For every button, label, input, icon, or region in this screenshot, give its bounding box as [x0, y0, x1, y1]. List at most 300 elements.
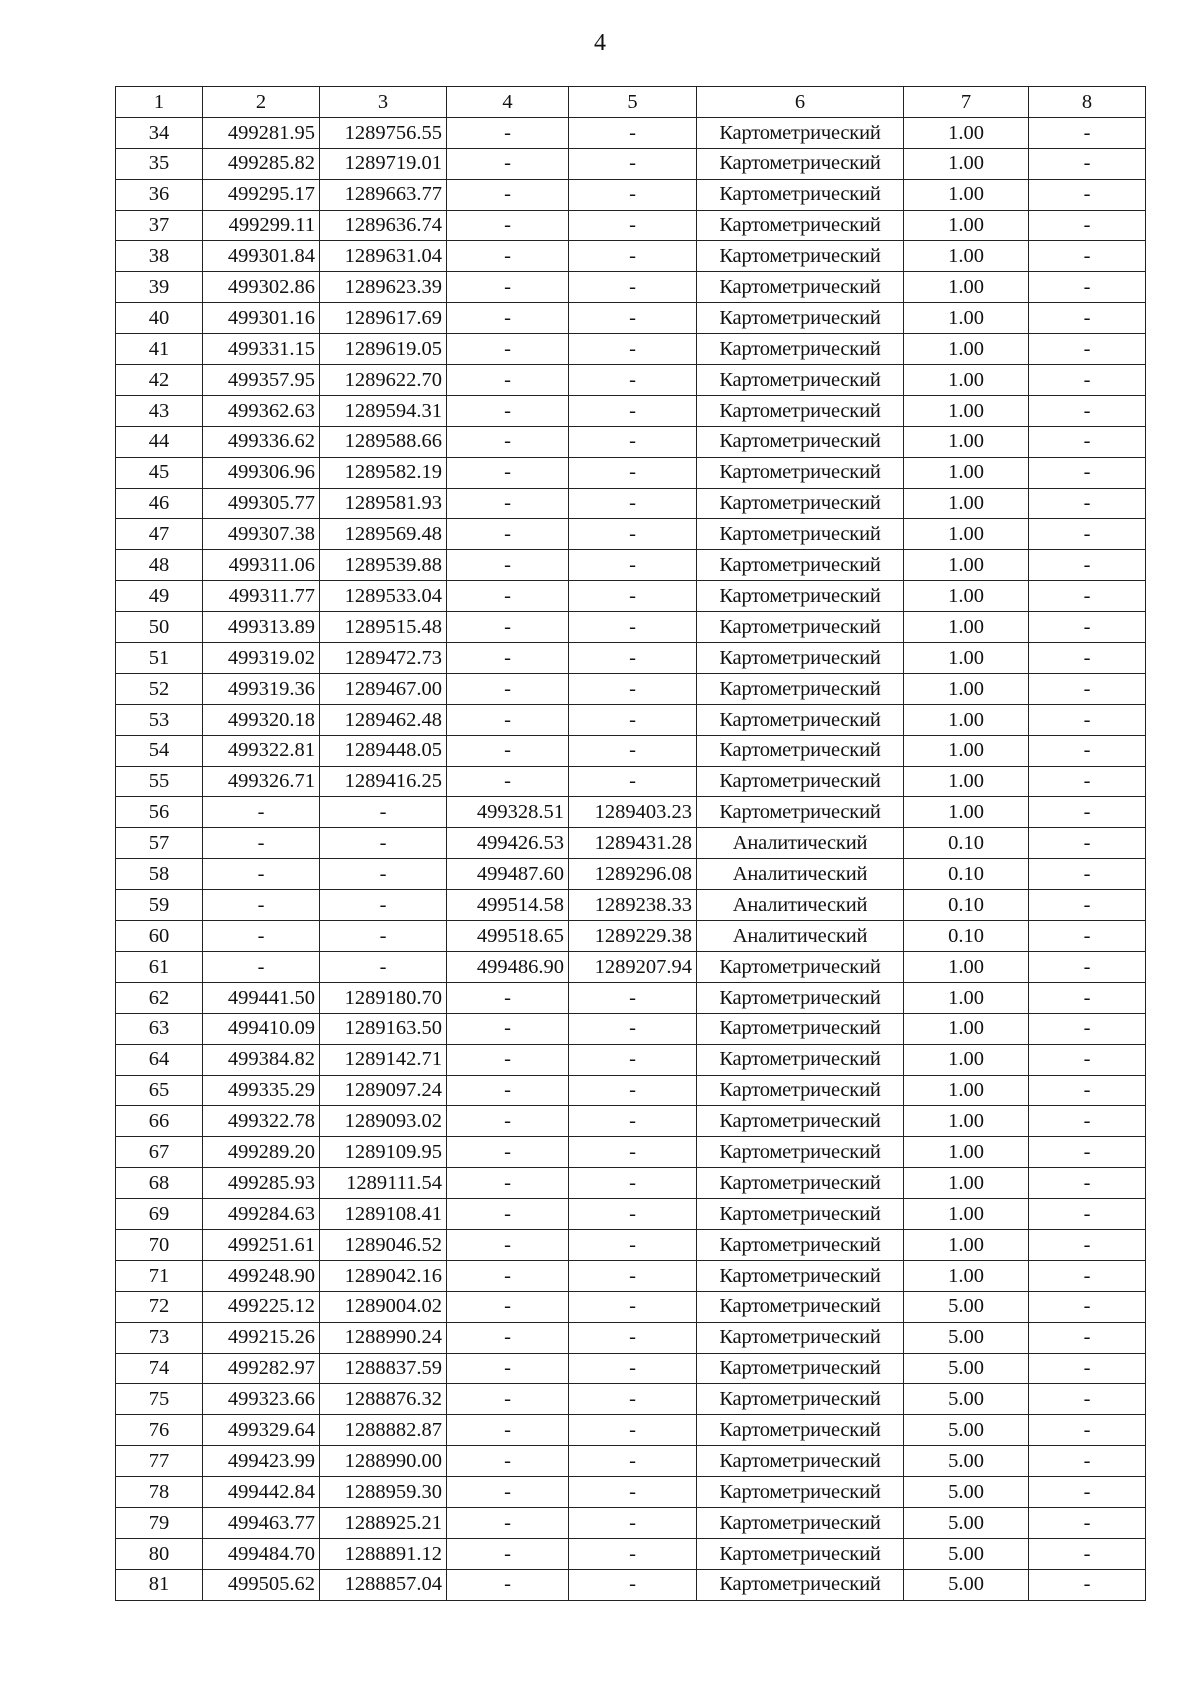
- y-coordinate-cell: 1288882.87: [320, 1415, 447, 1446]
- y-coordinate-cell: 1289004.02: [320, 1291, 447, 1322]
- point-number-cell: 81: [116, 1569, 203, 1600]
- x-coordinate-cell: -: [203, 797, 320, 828]
- y-coordinate-cell: 1289617.69: [320, 303, 447, 334]
- y-coordinate-cell: 1288857.04: [320, 1569, 447, 1600]
- table-row: [116, 1538, 1146, 1569]
- accuracy-cell: 1.00: [904, 1106, 1029, 1137]
- accuracy-cell: 1.00: [904, 581, 1029, 612]
- accuracy-cell: 1.00: [904, 612, 1029, 643]
- description-cell: -: [1029, 395, 1146, 426]
- point-number-cell: 41: [116, 334, 203, 365]
- y-coordinate-cell: 1289093.02: [320, 1106, 447, 1137]
- x-coordinate-alt-cell: -: [447, 1044, 569, 1075]
- method-cell: Картометрический: [697, 1291, 904, 1322]
- table-row: [116, 1075, 1146, 1106]
- x-coordinate-alt-cell: -: [447, 1569, 569, 1600]
- table-row: [116, 859, 1146, 890]
- x-coordinate-cell: 499442.84: [203, 1477, 320, 1508]
- y-coordinate-alt-cell: -: [569, 148, 697, 179]
- accuracy-cell: 5.00: [904, 1353, 1029, 1384]
- accuracy-cell: 1.00: [904, 550, 1029, 581]
- point-number-cell: 72: [116, 1291, 203, 1322]
- point-number-cell: 67: [116, 1137, 203, 1168]
- table-row: [116, 1446, 1146, 1477]
- table-row: [116, 148, 1146, 179]
- y-coordinate-cell: 1289631.04: [320, 241, 447, 272]
- accuracy-cell: 1.00: [904, 488, 1029, 519]
- y-coordinate-alt-cell: -: [569, 272, 697, 303]
- y-coordinate-cell: 1288990.24: [320, 1322, 447, 1353]
- method-cell: Картометрический: [697, 766, 904, 797]
- method-cell: Картометрический: [697, 797, 904, 828]
- y-coordinate-cell: 1288876.32: [320, 1384, 447, 1415]
- y-coordinate-alt-cell: -: [569, 1044, 697, 1075]
- x-coordinate-cell: -: [203, 951, 320, 982]
- table-row: [116, 1415, 1146, 1446]
- table-row: [116, 1322, 1146, 1353]
- point-number-cell: 45: [116, 457, 203, 488]
- x-coordinate-alt-cell: -: [447, 1477, 569, 1508]
- accuracy-cell: 1.00: [904, 117, 1029, 148]
- x-coordinate-cell: 499484.70: [203, 1538, 320, 1569]
- x-coordinate-alt-cell: -: [447, 1168, 569, 1199]
- method-cell: Картометрический: [697, 488, 904, 519]
- y-coordinate-alt-cell: -: [569, 395, 697, 426]
- method-cell: Картометрический: [697, 1260, 904, 1291]
- accuracy-cell: 1.00: [904, 1260, 1029, 1291]
- y-coordinate-alt-cell: 1289229.38: [569, 921, 697, 952]
- description-cell: -: [1029, 1291, 1146, 1322]
- x-coordinate-alt-cell: -: [447, 303, 569, 334]
- accuracy-cell: 1.00: [904, 1168, 1029, 1199]
- accuracy-cell: 1.00: [904, 797, 1029, 828]
- description-cell: -: [1029, 488, 1146, 519]
- method-cell: Картометрический: [697, 334, 904, 365]
- y-coordinate-cell: 1289619.05: [320, 334, 447, 365]
- accuracy-cell: 5.00: [904, 1415, 1029, 1446]
- y-coordinate-alt-cell: -: [569, 1477, 697, 1508]
- point-number-cell: 70: [116, 1229, 203, 1260]
- description-cell: -: [1029, 1415, 1146, 1446]
- description-cell: -: [1029, 457, 1146, 488]
- x-coordinate-alt-cell: -: [447, 1013, 569, 1044]
- y-coordinate-cell: 1289594.31: [320, 395, 447, 426]
- point-number-cell: 50: [116, 612, 203, 643]
- x-coordinate-alt-cell: -: [447, 1507, 569, 1538]
- method-cell: Картометрический: [697, 179, 904, 210]
- table-row: [116, 828, 1146, 859]
- point-number-cell: 75: [116, 1384, 203, 1415]
- accuracy-cell: 5.00: [904, 1384, 1029, 1415]
- method-cell: Картометрический: [697, 1229, 904, 1260]
- method-cell: Картометрический: [697, 1507, 904, 1538]
- table-row: [116, 426, 1146, 457]
- x-coordinate-cell: 499335.29: [203, 1075, 320, 1106]
- method-cell: Картометрический: [697, 1446, 904, 1477]
- description-cell: -: [1029, 643, 1146, 674]
- accuracy-cell: 0.10: [904, 828, 1029, 859]
- table-row: [116, 395, 1146, 426]
- description-cell: -: [1029, 1199, 1146, 1230]
- x-coordinate-alt-cell: -: [447, 1260, 569, 1291]
- y-coordinate-alt-cell: -: [569, 1538, 697, 1569]
- y-coordinate-cell: 1289163.50: [320, 1013, 447, 1044]
- method-cell: Картометрический: [697, 210, 904, 241]
- x-coordinate-cell: 499289.20: [203, 1137, 320, 1168]
- point-number-cell: 35: [116, 148, 203, 179]
- x-coordinate-cell: 499313.89: [203, 612, 320, 643]
- x-coordinate-alt-cell: -: [447, 550, 569, 581]
- x-coordinate-cell: 499307.38: [203, 519, 320, 550]
- point-number-cell: 42: [116, 365, 203, 396]
- y-coordinate-cell: 1289472.73: [320, 643, 447, 674]
- column-header: 5: [569, 87, 697, 118]
- x-coordinate-alt-cell: -: [447, 1415, 569, 1446]
- x-coordinate-cell: 499282.97: [203, 1353, 320, 1384]
- y-coordinate-alt-cell: -: [569, 1229, 697, 1260]
- table-row: [116, 673, 1146, 704]
- y-coordinate-cell: -: [320, 951, 447, 982]
- table-row: [116, 890, 1146, 921]
- y-coordinate-alt-cell: -: [569, 1569, 697, 1600]
- point-number-cell: 77: [116, 1446, 203, 1477]
- point-number-cell: 48: [116, 550, 203, 581]
- accuracy-cell: 1.00: [904, 241, 1029, 272]
- y-coordinate-alt-cell: -: [569, 117, 697, 148]
- point-number-cell: 63: [116, 1013, 203, 1044]
- y-coordinate-cell: -: [320, 859, 447, 890]
- method-cell: Картометрический: [697, 148, 904, 179]
- table-row: [116, 1168, 1146, 1199]
- y-coordinate-alt-cell: -: [569, 1415, 697, 1446]
- point-number-cell: 62: [116, 982, 203, 1013]
- y-coordinate-cell: 1289663.77: [320, 179, 447, 210]
- coordinates-table: [115, 86, 1146, 1601]
- y-coordinate-cell: 1289581.93: [320, 488, 447, 519]
- x-coordinate-alt-cell: -: [447, 272, 569, 303]
- y-coordinate-alt-cell: -: [569, 982, 697, 1013]
- y-coordinate-alt-cell: -: [569, 488, 697, 519]
- method-cell: Картометрический: [697, 1044, 904, 1075]
- column-header: 2: [203, 87, 320, 118]
- point-number-cell: 46: [116, 488, 203, 519]
- table-row: [116, 210, 1146, 241]
- method-cell: Картометрический: [697, 550, 904, 581]
- point-number-cell: 54: [116, 735, 203, 766]
- column-header: 3: [320, 87, 447, 118]
- column-header: 8: [1029, 87, 1146, 118]
- y-coordinate-cell: 1288891.12: [320, 1538, 447, 1569]
- table-row: [116, 704, 1146, 735]
- y-coordinate-alt-cell: -: [569, 241, 697, 272]
- method-cell: Картометрический: [697, 303, 904, 334]
- table-row: [116, 797, 1146, 828]
- table-row: [116, 365, 1146, 396]
- table-row: [116, 179, 1146, 210]
- table-row: [116, 488, 1146, 519]
- x-coordinate-cell: 499319.02: [203, 643, 320, 674]
- y-coordinate-cell: -: [320, 890, 447, 921]
- x-coordinate-alt-cell: -: [447, 1137, 569, 1168]
- description-cell: -: [1029, 797, 1146, 828]
- x-coordinate-cell: 499326.71: [203, 766, 320, 797]
- method-cell: Картометрический: [697, 612, 904, 643]
- description-cell: -: [1029, 890, 1146, 921]
- accuracy-cell: 1.00: [904, 272, 1029, 303]
- description-cell: -: [1029, 1322, 1146, 1353]
- y-coordinate-alt-cell: -: [569, 1106, 697, 1137]
- method-cell: Картометрический: [697, 673, 904, 704]
- point-number-cell: 65: [116, 1075, 203, 1106]
- y-coordinate-cell: 1289042.16: [320, 1260, 447, 1291]
- x-coordinate-alt-cell: -: [447, 426, 569, 457]
- x-coordinate-alt-cell: -: [447, 982, 569, 1013]
- y-coordinate-alt-cell: -: [569, 519, 697, 550]
- table-row: [116, 1291, 1146, 1322]
- y-coordinate-alt-cell: 1289431.28: [569, 828, 697, 859]
- method-cell: Картометрический: [697, 1477, 904, 1508]
- point-number-cell: 34: [116, 117, 203, 148]
- y-coordinate-alt-cell: 1289207.94: [569, 951, 697, 982]
- accuracy-cell: 1.00: [904, 735, 1029, 766]
- table-row: [116, 1569, 1146, 1600]
- description-cell: -: [1029, 1106, 1146, 1137]
- y-coordinate-cell: 1289416.25: [320, 766, 447, 797]
- y-coordinate-cell: 1288959.30: [320, 1477, 447, 1508]
- description-cell: -: [1029, 1569, 1146, 1600]
- x-coordinate-alt-cell: 499426.53: [447, 828, 569, 859]
- description-cell: -: [1029, 272, 1146, 303]
- x-coordinate-alt-cell: -: [447, 395, 569, 426]
- table-row: [116, 643, 1146, 674]
- description-cell: -: [1029, 1353, 1146, 1384]
- description-cell: -: [1029, 1229, 1146, 1260]
- point-number-cell: 68: [116, 1168, 203, 1199]
- accuracy-cell: 5.00: [904, 1477, 1029, 1508]
- y-coordinate-alt-cell: -: [569, 1168, 697, 1199]
- accuracy-cell: 1.00: [904, 704, 1029, 735]
- x-coordinate-alt-cell: -: [447, 241, 569, 272]
- accuracy-cell: 0.10: [904, 890, 1029, 921]
- accuracy-cell: 5.00: [904, 1507, 1029, 1538]
- accuracy-cell: 1.00: [904, 643, 1029, 674]
- x-coordinate-cell: 499295.17: [203, 179, 320, 210]
- column-header: 4: [447, 87, 569, 118]
- method-cell: Картометрический: [697, 457, 904, 488]
- x-coordinate-alt-cell: -: [447, 704, 569, 735]
- x-coordinate-alt-cell: -: [447, 365, 569, 396]
- table-row: [116, 1384, 1146, 1415]
- x-coordinate-alt-cell: -: [447, 519, 569, 550]
- y-coordinate-cell: 1289097.24: [320, 1075, 447, 1106]
- point-number-cell: 51: [116, 643, 203, 674]
- table-row: [116, 951, 1146, 982]
- x-coordinate-alt-cell: -: [447, 1353, 569, 1384]
- accuracy-cell: 1.00: [904, 1229, 1029, 1260]
- y-coordinate-cell: -: [320, 797, 447, 828]
- description-cell: -: [1029, 1446, 1146, 1477]
- x-coordinate-cell: 499357.95: [203, 365, 320, 396]
- y-coordinate-alt-cell: -: [569, 673, 697, 704]
- y-coordinate-alt-cell: -: [569, 735, 697, 766]
- description-cell: -: [1029, 241, 1146, 272]
- point-number-cell: 36: [116, 179, 203, 210]
- x-coordinate-cell: 499299.11: [203, 210, 320, 241]
- accuracy-cell: 5.00: [904, 1291, 1029, 1322]
- x-coordinate-cell: -: [203, 890, 320, 921]
- x-coordinate-cell: 499306.96: [203, 457, 320, 488]
- accuracy-cell: 5.00: [904, 1538, 1029, 1569]
- point-number-cell: 56: [116, 797, 203, 828]
- y-coordinate-alt-cell: -: [569, 1353, 697, 1384]
- method-cell: Картометрический: [697, 1137, 904, 1168]
- y-coordinate-alt-cell: -: [569, 1075, 697, 1106]
- column-header: 7: [904, 87, 1029, 118]
- point-number-cell: 78: [116, 1477, 203, 1508]
- x-coordinate-alt-cell: 499486.90: [447, 951, 569, 982]
- y-coordinate-alt-cell: -: [569, 581, 697, 612]
- y-coordinate-alt-cell: -: [569, 643, 697, 674]
- x-coordinate-alt-cell: -: [447, 148, 569, 179]
- y-coordinate-cell: 1289569.48: [320, 519, 447, 550]
- point-number-cell: 38: [116, 241, 203, 272]
- method-cell: Картометрический: [697, 365, 904, 396]
- x-coordinate-cell: 499331.15: [203, 334, 320, 365]
- description-cell: -: [1029, 766, 1146, 797]
- description-cell: -: [1029, 117, 1146, 148]
- description-cell: -: [1029, 426, 1146, 457]
- table-header-row: [116, 87, 1146, 118]
- y-coordinate-cell: 1289622.70: [320, 365, 447, 396]
- x-coordinate-alt-cell: -: [447, 1075, 569, 1106]
- method-cell: Картометрический: [697, 643, 904, 674]
- point-number-cell: 71: [116, 1260, 203, 1291]
- y-coordinate-cell: 1289462.48: [320, 704, 447, 735]
- y-coordinate-cell: -: [320, 921, 447, 952]
- point-number-cell: 73: [116, 1322, 203, 1353]
- table-row: [116, 1044, 1146, 1075]
- y-coordinate-alt-cell: -: [569, 766, 697, 797]
- method-cell: Картометрический: [697, 735, 904, 766]
- table-row: [116, 612, 1146, 643]
- y-coordinate-alt-cell: -: [569, 1260, 697, 1291]
- accuracy-cell: 1.00: [904, 210, 1029, 241]
- point-number-cell: 80: [116, 1538, 203, 1569]
- x-coordinate-cell: 499284.63: [203, 1199, 320, 1230]
- description-cell: -: [1029, 550, 1146, 581]
- description-cell: -: [1029, 581, 1146, 612]
- description-cell: -: [1029, 735, 1146, 766]
- point-number-cell: 40: [116, 303, 203, 334]
- x-coordinate-cell: 499320.18: [203, 704, 320, 735]
- point-number-cell: 39: [116, 272, 203, 303]
- accuracy-cell: 1.00: [904, 148, 1029, 179]
- description-cell: -: [1029, 519, 1146, 550]
- y-coordinate-alt-cell: -: [569, 704, 697, 735]
- method-cell: Картометрический: [697, 1353, 904, 1384]
- x-coordinate-alt-cell: -: [447, 1291, 569, 1322]
- y-coordinate-cell: 1289582.19: [320, 457, 447, 488]
- method-cell: Картометрический: [697, 426, 904, 457]
- description-cell: -: [1029, 1137, 1146, 1168]
- description-cell: -: [1029, 1384, 1146, 1415]
- y-coordinate-alt-cell: 1289296.08: [569, 859, 697, 890]
- x-coordinate-alt-cell: -: [447, 1229, 569, 1260]
- y-coordinate-alt-cell: -: [569, 179, 697, 210]
- y-coordinate-cell: 1289109.95: [320, 1137, 447, 1168]
- y-coordinate-alt-cell: -: [569, 426, 697, 457]
- x-coordinate-alt-cell: -: [447, 673, 569, 704]
- accuracy-cell: 5.00: [904, 1569, 1029, 1600]
- point-number-cell: 37: [116, 210, 203, 241]
- y-coordinate-cell: 1289180.70: [320, 982, 447, 1013]
- accuracy-cell: 1.00: [904, 365, 1029, 396]
- page-number: 4: [594, 30, 606, 56]
- method-cell: Картометрический: [697, 1075, 904, 1106]
- table-row: [116, 1477, 1146, 1508]
- method-cell: Картометрический: [697, 581, 904, 612]
- y-coordinate-alt-cell: -: [569, 1199, 697, 1230]
- point-number-cell: 61: [116, 951, 203, 982]
- table-row: [116, 334, 1146, 365]
- table-row: [116, 1229, 1146, 1260]
- method-cell: Картометрический: [697, 704, 904, 735]
- table-row: [116, 519, 1146, 550]
- table-row: [116, 550, 1146, 581]
- x-coordinate-alt-cell: -: [447, 612, 569, 643]
- y-coordinate-alt-cell: -: [569, 612, 697, 643]
- x-coordinate-cell: 499285.82: [203, 148, 320, 179]
- point-number-cell: 74: [116, 1353, 203, 1384]
- x-coordinate-cell: 499248.90: [203, 1260, 320, 1291]
- x-coordinate-alt-cell: -: [447, 735, 569, 766]
- x-coordinate-alt-cell: -: [447, 117, 569, 148]
- description-cell: -: [1029, 1538, 1146, 1569]
- y-coordinate-alt-cell: -: [569, 1384, 697, 1415]
- accuracy-cell: 0.10: [904, 921, 1029, 952]
- x-coordinate-cell: 499285.93: [203, 1168, 320, 1199]
- method-cell: Картометрический: [697, 117, 904, 148]
- method-cell: Картометрический: [697, 272, 904, 303]
- x-coordinate-alt-cell: 499518.65: [447, 921, 569, 952]
- x-coordinate-cell: 499329.64: [203, 1415, 320, 1446]
- method-cell: Картометрический: [697, 395, 904, 426]
- x-coordinate-cell: -: [203, 921, 320, 952]
- table-row: [116, 272, 1146, 303]
- y-coordinate-alt-cell: -: [569, 210, 697, 241]
- x-coordinate-alt-cell: 499487.60: [447, 859, 569, 890]
- description-cell: -: [1029, 921, 1146, 952]
- x-coordinate-cell: 499301.16: [203, 303, 320, 334]
- y-coordinate-alt-cell: 1289403.23: [569, 797, 697, 828]
- x-coordinate-alt-cell: -: [447, 488, 569, 519]
- y-coordinate-cell: 1288837.59: [320, 1353, 447, 1384]
- table-row: [116, 921, 1146, 952]
- accuracy-cell: 1.00: [904, 426, 1029, 457]
- method-cell: Картометрический: [697, 519, 904, 550]
- method-cell: Картометрический: [697, 1106, 904, 1137]
- description-cell: -: [1029, 210, 1146, 241]
- method-cell: Картометрический: [697, 241, 904, 272]
- x-coordinate-cell: 499463.77: [203, 1507, 320, 1538]
- y-coordinate-cell: 1289636.74: [320, 210, 447, 241]
- table-row: [116, 303, 1146, 334]
- method-cell: Картометрический: [697, 1013, 904, 1044]
- y-coordinate-cell: 1289046.52: [320, 1229, 447, 1260]
- x-coordinate-alt-cell: -: [447, 334, 569, 365]
- x-coordinate-cell: 499384.82: [203, 1044, 320, 1075]
- accuracy-cell: 5.00: [904, 1446, 1029, 1477]
